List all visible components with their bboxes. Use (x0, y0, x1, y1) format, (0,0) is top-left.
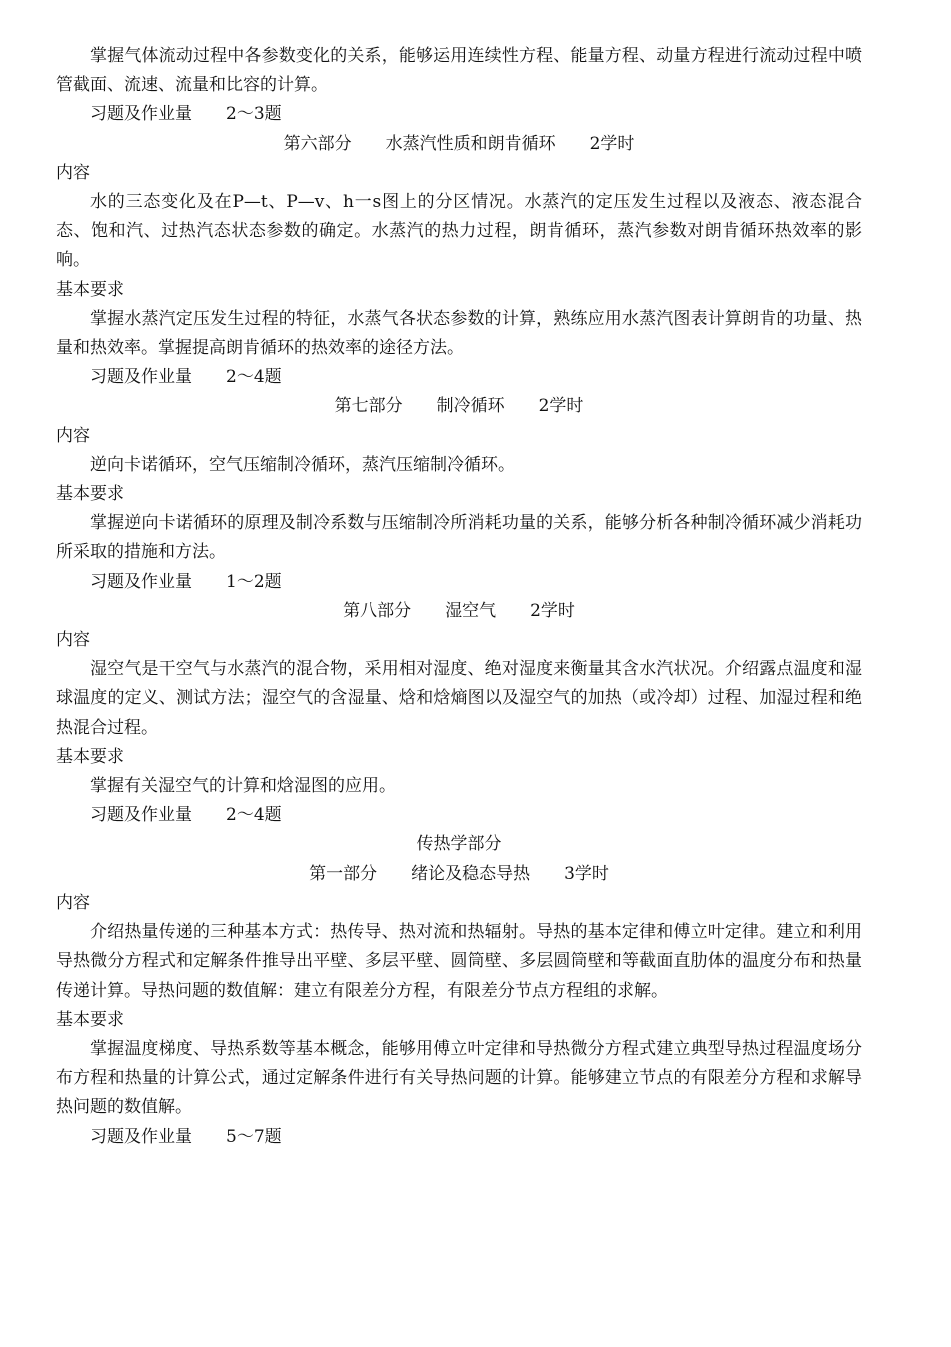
paragraph-requirements: 掌握温度梯度、导热系数等基本概念，能够用傅立叶定律和导热微分方程式建立典型导热过程温度场分布方程和热量的计算公式，通过定解条件进行有关导热问题的计算。能够建立节点的有限差分方程和求解导热问题的数值解。 (56, 1038, 862, 1118)
section-heading: 第七部分 制冷循环 2学时 (334, 396, 584, 417)
exercise-count: 习题及作业量 2～3题 (90, 104, 282, 125)
part-heading: 传热学部分 (416, 834, 502, 855)
exercise-count: 习题及作业量 5～7题 (90, 1126, 282, 1147)
paragraph-content: 介绍热量传递的三种基本方式：热传导、热对流和热辐射。导热的基本定律和傅立叶定律。建立和利用导热微分方程式和定解条件推导出平壁、多层平壁、圆筒壁、多层圆筒壁和等截面直肋体的温度分布和热量传递计算。导热问题的数值解：建立有限差分方程，有限差分节点方程组的求解。 (56, 922, 862, 1001)
document-page (56, 42, 862, 1152)
paragraph-content: 逆向卡诺循环，空气压缩制冷循环，蒸汽压缩制冷循环。 (90, 454, 515, 475)
exercise-count: 习题及作业量 1～2题 (90, 571, 282, 592)
exercise-count: 习题及作业量 2～4题 (90, 367, 282, 388)
content-label: 内容 (56, 425, 90, 446)
paragraph-content: 水的三态变化及在P—t、P—v、h一s图上的分区情况。水蒸汽的定压发生过程以及液态、液态混合态、饱和汽、过热汽态状态参数的确定。水蒸汽的热力过程，朗肯循环，蒸汽参数对朗肯循环热效率的影响。 (56, 192, 862, 271)
content-label: 内容 (56, 892, 90, 913)
section-heading: 第六部分 水蒸汽性质和朗肯循环 2学时 (283, 133, 635, 154)
exercise-count: 习题及作业量 2～4题 (90, 805, 282, 826)
paragraph-requirements: 掌握水蒸汽定压发生过程的特征，水蒸气各状态参数的计算，熟练应用水蒸汽图表计算朗肯的功量、热量和热效率。掌握提高朗肯循环的热效率的途径方法。 (56, 308, 862, 359)
requirements-label: 基本要求 (56, 746, 124, 767)
requirements-label: 基本要求 (56, 484, 124, 505)
paragraph-gas-flow: 掌握气体流动过程中各参数变化的关系，能够运用连续性方程、能量方程、动量方程进行流动过程中喷管截面、流速、流量和比容的计算。 (56, 46, 862, 96)
section-heading: 第一部分 绪论及稳态导热 3学时 (309, 863, 609, 884)
content-label: 内容 (56, 630, 90, 651)
requirements-label: 基本要求 (56, 279, 124, 300)
paragraph-requirements: 掌握有关湿空气的计算和焓湿图的应用。 (90, 776, 396, 797)
paragraph-requirements: 掌握逆向卡诺循环的原理及制冷系数与压缩制冷所消耗功量的关系，能够分析各种制冷循环减少消耗功所采取的措施和方法。 (56, 513, 862, 563)
content-label: 内容 (56, 162, 90, 183)
paragraph-content: 湿空气是干空气与水蒸汽的混合物，采用相对湿度、绝对湿度来衡量其含水汽状况。介绍露点温度和湿球温度的定义、测试方法；湿空气的含湿量、焓和焓熵图以及湿空气的加热（或冷却）过程、加湿过程和绝热混合过程。 (56, 659, 862, 738)
section-heading: 第八部分 湿空气 2学时 (343, 600, 575, 621)
requirements-label: 基本要求 (56, 1009, 124, 1030)
